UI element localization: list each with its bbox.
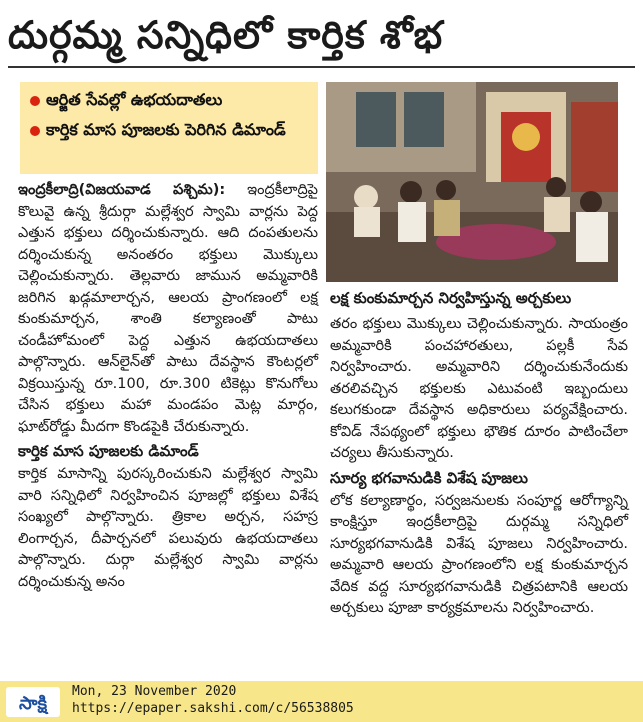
article-photo	[326, 82, 618, 282]
footer-url-link[interactable]: https://epaper.sakshi.com/c/56538805	[72, 701, 354, 716]
sakshi-logo-icon	[6, 687, 60, 717]
dateline: ఇంద్రకీలాద్రి(విజయవాడ పశ్చిమ):	[18, 182, 226, 198]
highlight-item: కార్తిక మాస పూజలకు పెరిగిన డిమాండ్	[30, 118, 310, 142]
bullet-icon	[30, 126, 40, 136]
article-paragraph: ఇంద్రకీలాద్రి(విజయవాడ పశ్చిమ): ఇంద్రకీలాద్రిపై కొలువై ఉన్న శ్రీదుర్గా మల్లేశ్వర స్వామి వార్లను పెద్ద ఎత్తున భక్తులు దర్శించుకున్నారు. ఆది దంపతులను దర్శించుకున్న అనంతరం భక్తులు మొక్కులు చెల్లించుకున్నారు. తెల్లవారు జామున అమ్మవారికి జరిగిన ఖడ్గమాలార్చన, ఆలయ ప్రాంగణంలో లక్ష కుంకుమార్చన, శాంతి కల్యాణంతో పాటు చండీహోమంలో పెద్ద ఎత్తున ఉభయదాతలు పాల్గొన్నారు. ఆన్‌లైన్‌తో పాటు దేవస్థాన కౌంటర్లలో విక్రయిస్తున్న రూ.100, రూ.300 టికెట్లు కొనుగోలు చేసిన భక్తులు మహా మండపం మెట్ల మార్గం, ఘాట్‌రోడ్డు మీదగా కొండపైకి చేరుకున్నారు.	[18, 182, 318, 435]
photo-caption: లక్ష కుంకుమార్చన నిర్వహిస్తున్న అర్చకులు	[330, 289, 572, 307]
headline: దుర్గమ్మ సన్నిధిలో కార్తిక శోభ	[8, 13, 444, 57]
highlights-box	[20, 82, 318, 174]
article-paragraph: కార్తిక మాసాన్ని పురస్కరించుకుని మల్లేశ్వర స్వామి వారి సన్నిధిలో నిర్వహించిన పూజల్లో భక్తులు విశేష సంఖ్యలో పాల్గొన్నారు. త్రికాల అర్చన, సహస్ర లింగార్చన, దీపార్చనలో పలువురు ఉభయదాతలు పాల్గొన్నారు. దుర్గా మల్లేశ్వర స్వామి వార్లను దర్శించుకున్న అనం	[18, 466, 318, 590]
epaper-footer	[0, 681, 643, 722]
highlight-item: ఆర్జిత సేవల్లో ఉభయదాతలు	[30, 88, 222, 112]
article-column-right	[330, 314, 628, 620]
temple-photo-illustration	[326, 82, 618, 282]
bullet-icon	[30, 96, 40, 106]
footer-date: Mon, 23 November 2020	[72, 684, 237, 699]
sakshi-logo	[6, 687, 60, 717]
svg-text:సాక్షి: సాక్షి	[19, 693, 47, 714]
article-paragraph: తరం భక్తులు మొక్కులు చెల్లించుకున్నారు. సాయంత్రం అమ్మవారికి పంచహారతులు, పల్లకీ సేవ నిర్వహించారు. అమ్మవారిని దర్శించుకునేందుకు తరలివచ్చిన భక్తులకు ఎటువంటి ఇబ్బందులు కలుగకుండా దేవస్థాన అధికారులు పర్యవేక్షించారు. కోవిడ్ నేపథ్యంలో భక్తులు భౌతిక దూరం పాటించేలా చర్యలు తీసుకున్నారు.	[330, 316, 628, 461]
subheading: కార్తిక మాస పూజలకు డిమాండ్	[18, 442, 199, 460]
article-paragraph: లోక కల్యాణార్థం, సర్వజనులకు సంపూర్ణ ఆరోగ్యాన్ని కాంక్షిస్తూ ఇంద్రకీలాద్రిపై దుర్గమ్మ సన్నిధిలో సూర్యభగవానుడికి విశేష పూజలు నిర్వహించారు. అమ్మవారి ఆలయ ప్రాంగణంలోని లక్ష కుంకుమార్చన వేదిక వద్ద సూర్యభగవానుడికి చిత్రపటానికి ఆలయ అర్చకులు పూజా కార్యక్రమాలను నిర్వహించారు.	[330, 492, 628, 616]
divider	[8, 66, 635, 68]
article-column-left	[18, 180, 318, 593]
subheading: సూర్య భగవానుడికి విశేష పూజలు	[330, 468, 528, 487]
